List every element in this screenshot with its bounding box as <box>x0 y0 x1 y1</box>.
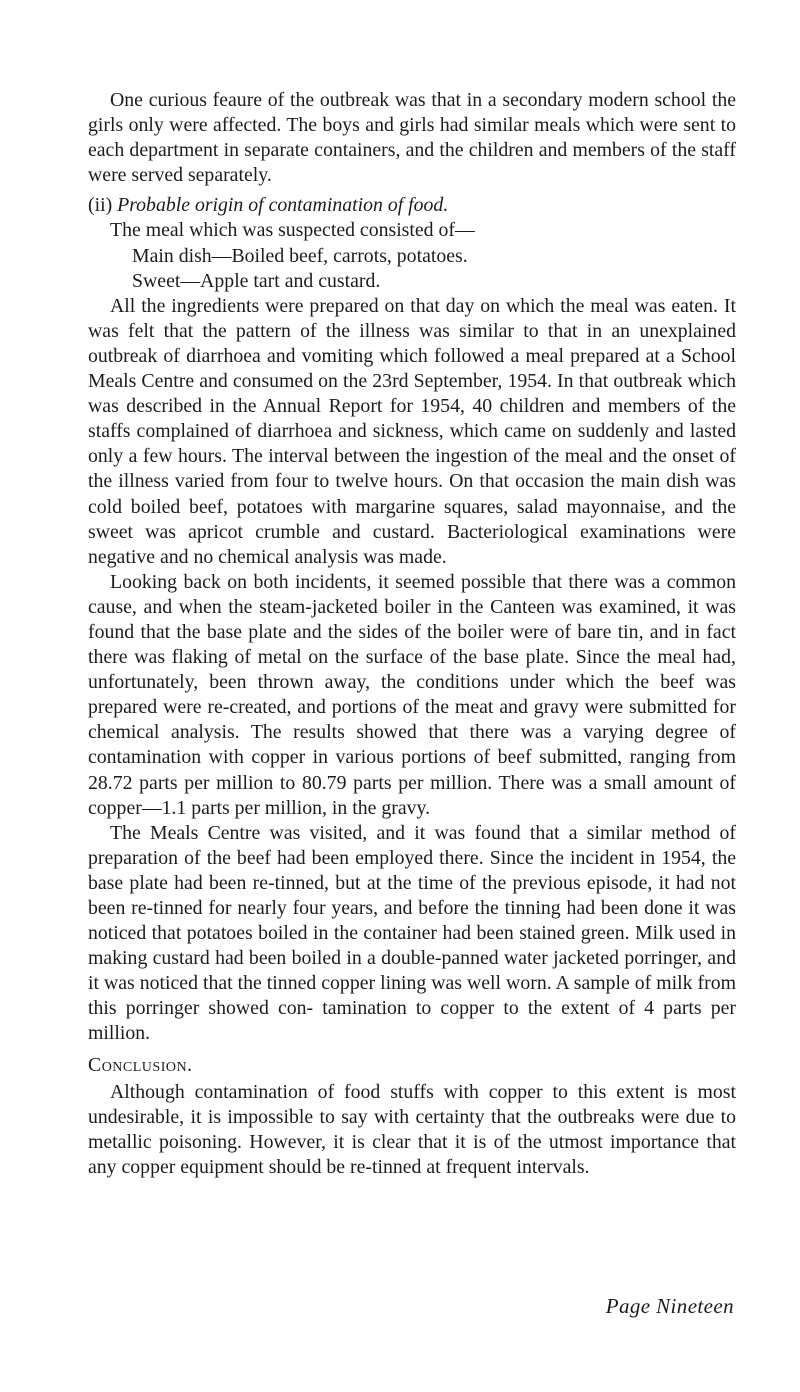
section-ii-heading <box>88 193 736 218</box>
paragraph-girls-affected: One curious feaure of the outbreak was that in a secondary modern school the girls only were affected. The boys and girls had similar meals which were sent to each department in separate containers, and the children and members of the staff were served separately. <box>88 89 736 187</box>
paragraph-ingredients: All the ingredients were prepared on that day on which the meal was eaten. It was felt that the pattern of the illness was similar to that in an unexplained outbreak of diarrhoea and vomiting which followed a meal prepared at a School Meals Centre and consumed on the 23rd September, 1954. In that outbreak which was described in the Annual Report for 1954, 40 children and members of the staffs complained of diarrhoea and sickness, which came on suddenly and lasted only a few hours. The interval between the ingestion of the meal and the onset of the illness varied from four to twelve hours. On that occasion the main dish was cold boiled beef, potatoes with margarine squares, salad mayonnaise, and the sweet was apricot crumble and custard. Bacteriological examinations were negative and no chemical analysis was made. <box>88 294 736 568</box>
paragraph-looking-back: Looking back on both incidents, it seemed possible that there was a common cause, and when the steam-jacketed boiler in the Canteen was examined, it was found that the base plate and the sides of the boiler were of bare tin, and in fact there was flaking of metal on the surface of the base plate. Since the meal had, unfortunately, been thrown away, the conditions under which the beef was prepared were re-created, and portions of the meat and gravy were submitted for chemical analysis. The results showed that there was a varying degree of contamination with copper in various portions of beef submitted, ranging from 28.72 parts per million to 80.79 parts per million. There was a small amount of copper—1.1 parts per million, in the gravy. <box>88 570 736 819</box>
section-ii-number: (ii) <box>88 194 113 217</box>
paragraph-conclusion: Although contamination of food stuffs with copper to this extent is most undesirable, it is impossible to say with certainty that the outbreaks were due to metallic poisoning. However, it is clear that it is of the utmost importance that any copper equipment should be re-tinned at frequent intervals. <box>88 1080 736 1178</box>
meal-intro: The meal which was suspected consisted of— <box>110 219 475 242</box>
menu-item-main-dish: Main dish—Boiled beef, carrots, potatoes. <box>132 244 468 267</box>
page-number-label: Page Nineteen <box>605 1294 734 1318</box>
paragraph-meals-centre: The Meals Centre was visited, and it was found that a similar method of preparation of the beef had been employed there. Since the incident in 1954, the base plate had been re-tinned, but at the time of the previous episode, it had not been re-tinned for nearly four years, and before the tinning had been done it was noticed that potatoes boiled in the container had been stained green. Milk used in making custard had been boiled in a double-panned water jacketed porringer, and it was noticed that the tinned copper lining was well worn. A sample of milk from this porringer showed con- tamination to copper to the extent of 4 parts per million. <box>88 821 736 1045</box>
document-body <box>88 88 736 1180</box>
section-ii-title: Probable origin of contamination of food. <box>117 194 449 217</box>
conclusion-heading: Conclusion. <box>88 1053 193 1076</box>
menu-item-sweet: Sweet—Apple tart and custard. <box>132 269 381 292</box>
